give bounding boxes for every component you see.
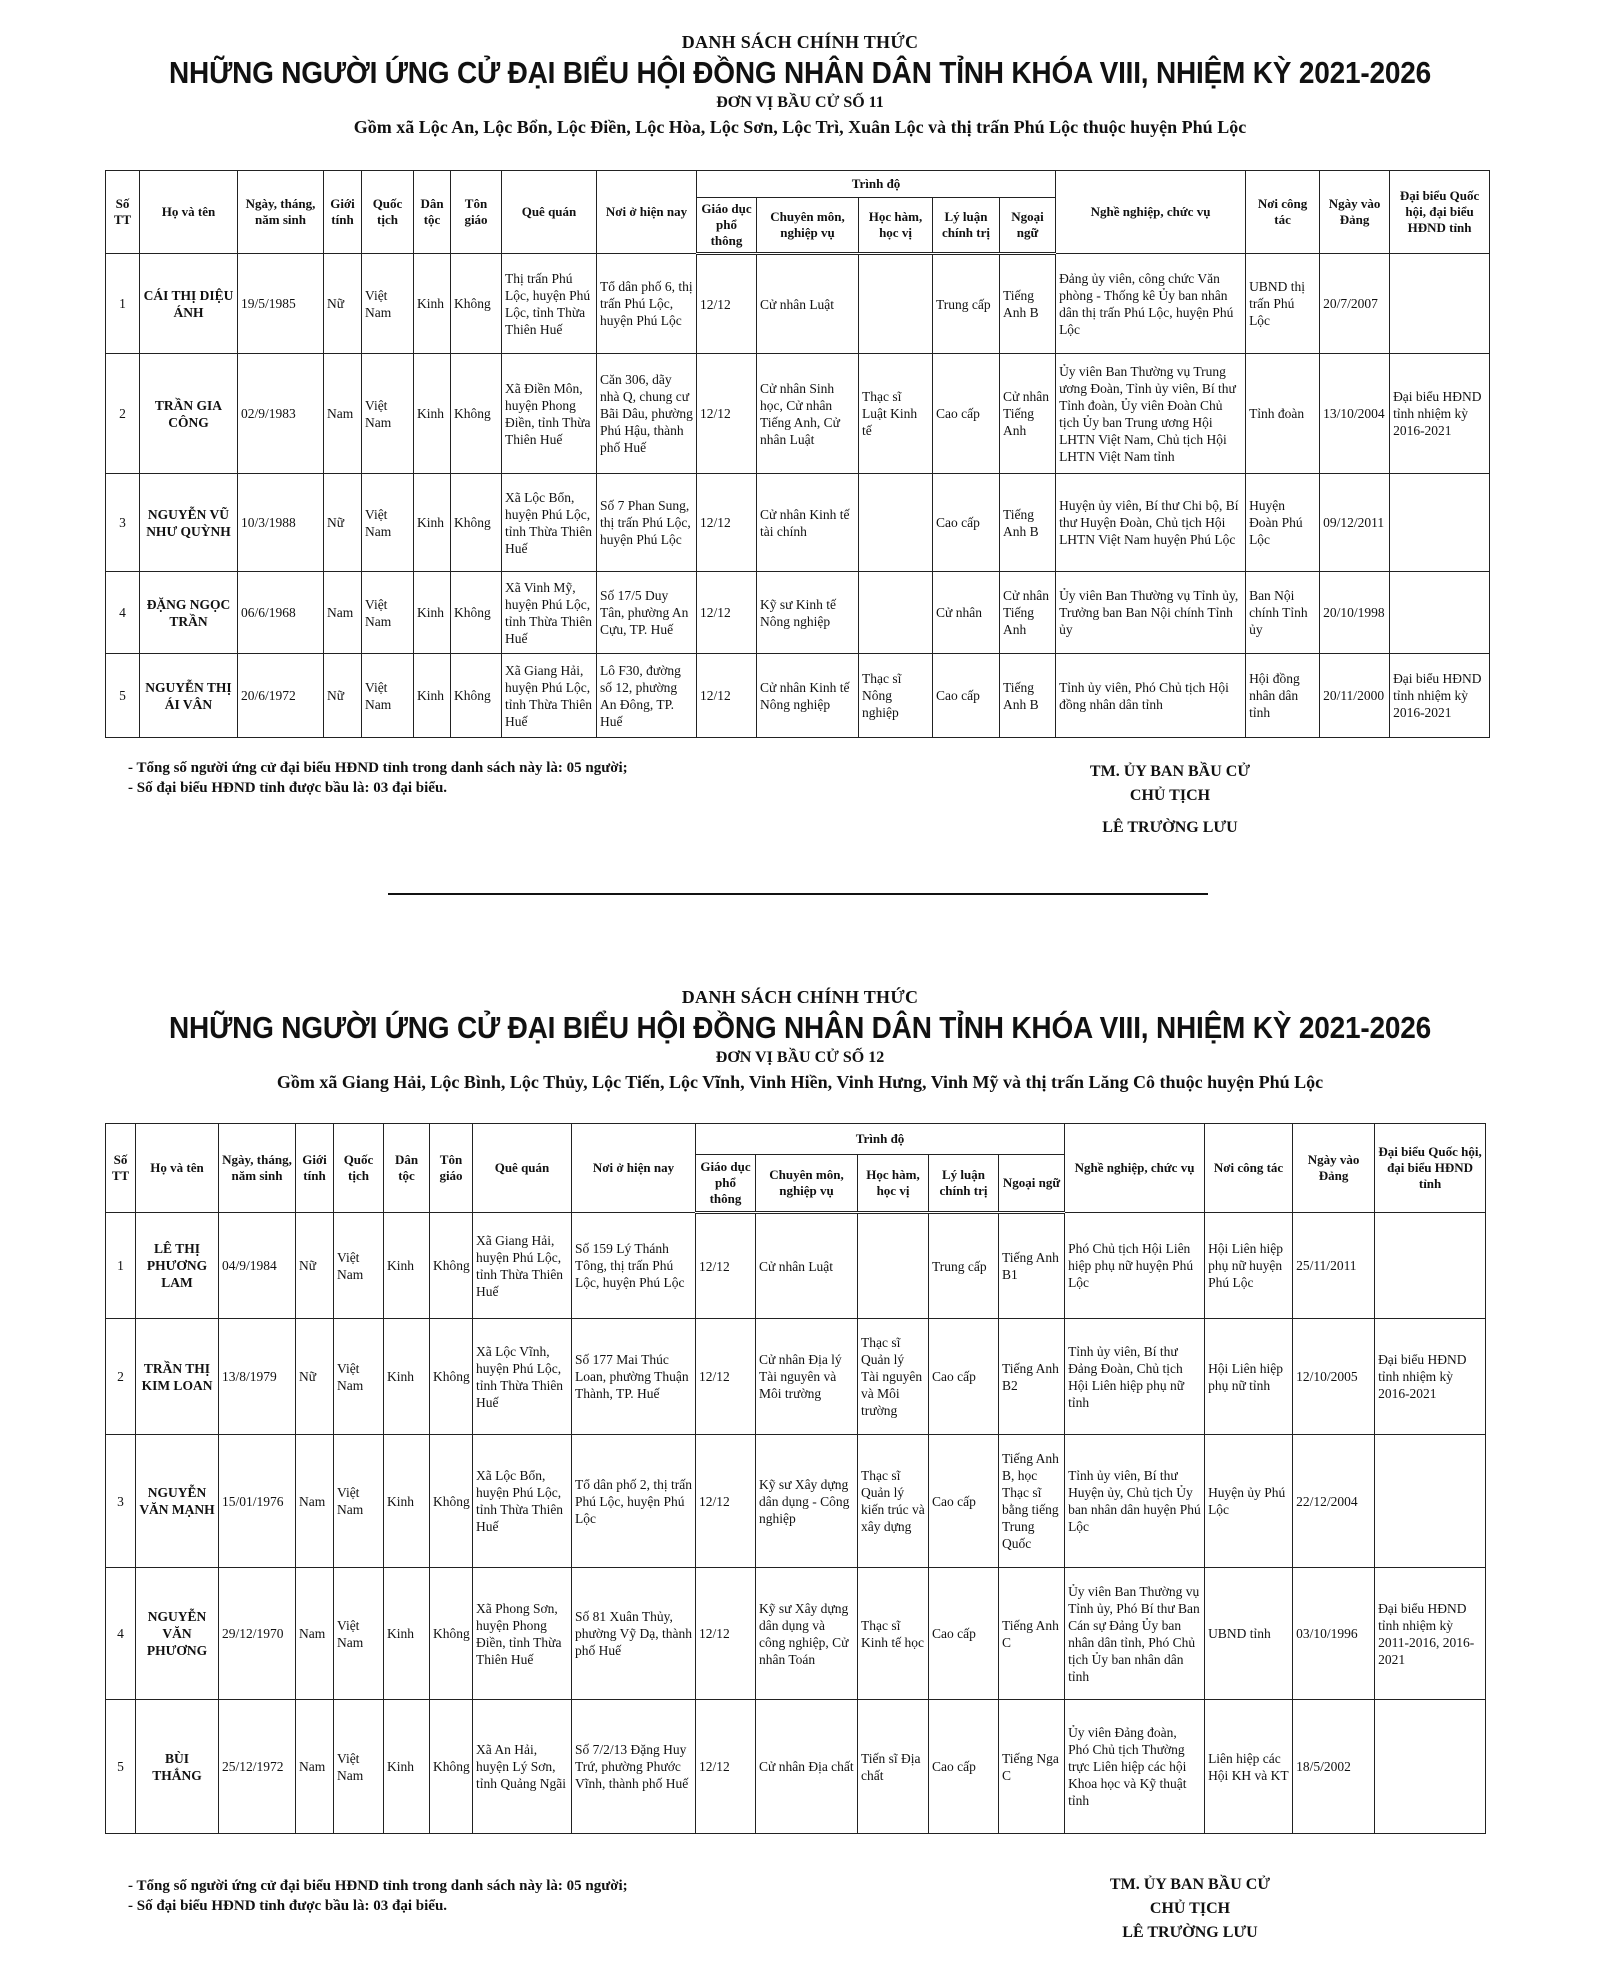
religion-cell: Không xyxy=(430,1568,473,1700)
major-cell: Kỹ sư Kinh tế Nông nghiệp xyxy=(757,572,859,654)
name-cell: TRẦN THỊ KIM LOAN xyxy=(136,1319,219,1435)
header-political: Lý luận chính trị xyxy=(933,198,1000,254)
language-cell: Tiếng Anh B xyxy=(1000,474,1056,572)
job-cell: Phó Chủ tịch Hội Liên hiệp phụ nữ huyện Phú Lộc xyxy=(1065,1213,1205,1319)
hometown-cell: Thị trấn Phú Lộc, huyện Phú Lộc, tỉnh Thừa Thiên Huế xyxy=(502,254,597,354)
header-delegate: Đại biểu Quốc hội, đại biểu HĐND tỉnh xyxy=(1390,171,1490,254)
residence-cell: Số 81 Xuân Thủy, phường Vỹ Dạ, thành phố Huế xyxy=(572,1568,696,1700)
electoral-unit: ĐƠN VỊ BẦU CỬ SỐ 12 xyxy=(715,1049,885,1066)
political-cell: Cử nhân xyxy=(933,572,1000,654)
hometown-cell: Xã Vinh Mỹ, huyện Phú Lộc, tỉnh Thừa Thiên Huế xyxy=(502,572,597,654)
religion-cell: Không xyxy=(451,254,502,354)
nationality-cell: Việt Nam xyxy=(362,474,414,572)
party-date-cell: 20/7/2007 xyxy=(1320,254,1390,354)
list-title: NHỮNG NGƯỜI ỨNG CỬ ĐẠI BIỂU HỘI ĐỒNG NHÂN DÂN TỈNH KHÓA VIII, NHIỆM KỲ 2021-2026 xyxy=(169,55,1431,90)
stt-cell: 3 xyxy=(106,474,140,572)
hometown-cell: Xã An Hải, huyện Lý Sơn, tỉnh Quảng Ngãi xyxy=(473,1700,572,1834)
hometown-cell: Xã Lộc Bổn, huyện Phú Lộc, tỉnh Thừa Thiên Huế xyxy=(502,474,597,572)
political-cell: Cao cấp xyxy=(929,1700,999,1834)
religion-cell: Không xyxy=(451,474,502,572)
header-ethnicity: Dân tộc xyxy=(384,1124,430,1213)
header-education: Giáo dục phổ thông xyxy=(697,198,757,254)
table-row xyxy=(106,354,1490,474)
delegate-cell xyxy=(1375,1435,1486,1568)
header-dob: Ngày, tháng, năm sinh xyxy=(219,1124,296,1213)
delegate-cell xyxy=(1375,1213,1486,1319)
job-cell: Ủy viên Ban Thường vụ Trung ương Đoàn, Tỉnh ủy viên, Bí thư Tỉnh đoàn, Ủy viên Đoàn Chủ tịch Ủy ban Trung ương Hội LHTN Việt Nam, Chủ tịch Hội LHTN Việt Nam tỉnh xyxy=(1056,354,1246,474)
nationality-cell: Việt Nam xyxy=(334,1319,384,1435)
major-cell: Cử nhân Luật xyxy=(756,1213,858,1319)
religion-cell: Không xyxy=(430,1700,473,1834)
stt-cell: 3 xyxy=(106,1435,136,1568)
table-row xyxy=(106,1435,1486,1568)
degree-cell xyxy=(859,254,933,354)
language-cell: Tiếng Anh B xyxy=(1000,654,1056,738)
degree-cell: Thạc sĩ Quản lý kiến trúc và xây dựng xyxy=(858,1435,929,1568)
religion-cell: Không xyxy=(451,572,502,654)
table-row xyxy=(106,1700,1486,1834)
header-workplace: Nơi công tác xyxy=(1205,1124,1293,1213)
sex-cell: Nữ xyxy=(324,254,362,354)
residence-cell: Căn 306, dãy nhà Q, chung cư Bãi Dâu, phường Phú Hậu, thành phố Huế xyxy=(597,354,697,474)
candidate-table xyxy=(105,170,1490,738)
header-name: Họ và tên xyxy=(140,171,238,254)
sex-cell: Nam xyxy=(296,1568,334,1700)
workplace-cell: Hội đồng nhân dân tỉnh xyxy=(1246,654,1320,738)
education-cell: 12/12 xyxy=(697,354,757,474)
political-cell: Trung cấp xyxy=(933,254,1000,354)
education-cell: 12/12 xyxy=(696,1435,756,1568)
name-cell: CÁI THỊ DIỆU ÁNH xyxy=(140,254,238,354)
hometown-cell: Xã Điền Môn, huyện Phong Điền, tỉnh Thừa Thiên Huế xyxy=(502,354,597,474)
sex-cell: Nam xyxy=(296,1435,334,1568)
signature-org: TM. ỦY BAN BẦU CỬ xyxy=(1089,763,1251,780)
name-cell: TRẦN GIA CÔNG xyxy=(140,354,238,474)
language-cell: Tiếng Nga C xyxy=(999,1700,1065,1834)
dob-cell: 25/12/1972 xyxy=(219,1700,296,1834)
workplace-cell: UBND tỉnh xyxy=(1205,1568,1293,1700)
degree-cell: Thạc sĩ Luật Kinh tế xyxy=(859,354,933,474)
degree-cell: Thạc sĩ Kinh tế học xyxy=(858,1568,929,1700)
language-cell: Cử nhân Tiếng Anh xyxy=(1000,572,1056,654)
party-date-cell: 25/11/2011 xyxy=(1293,1213,1375,1319)
major-cell: Cử nhân Kinh tế Nông nghiệp xyxy=(757,654,859,738)
dob-cell: 29/12/1970 xyxy=(219,1568,296,1700)
political-cell: Cao cấp xyxy=(929,1319,999,1435)
job-cell: Tỉnh ủy viên, Bí thư Huyện ủy, Chủ tịch Ủy ban nhân dân huyện Phú Lộc xyxy=(1065,1435,1205,1568)
delegate-cell xyxy=(1390,572,1490,654)
delegate-cell xyxy=(1375,1700,1486,1834)
nationality-cell: Việt Nam xyxy=(334,1700,384,1834)
major-cell: Cử nhân Sinh học, Cử nhân Tiếng Anh, Cử nhân Luật xyxy=(757,354,859,474)
residence-cell: Số 159 Lý Thánh Tông, thị trấn Phú Lộc, huyện Phú Lộc xyxy=(572,1213,696,1319)
ethnicity-cell: Kinh xyxy=(414,254,451,354)
nationality-cell: Việt Nam xyxy=(362,654,414,738)
major-cell: Cử nhân Luật xyxy=(757,254,859,354)
education-cell: 12/12 xyxy=(696,1568,756,1700)
note-elected-seats: - Số đại biểu HĐND tỉnh được bầu là: 03 đại biểu. xyxy=(128,780,448,796)
signature-name: LÊ TRƯỜNG LƯU xyxy=(1102,819,1238,836)
nationality-cell: Việt Nam xyxy=(362,354,414,474)
nationality-cell: Việt Nam xyxy=(334,1435,384,1568)
unit-scope: Gồm xã Giang Hải, Lộc Bình, Lộc Thủy, Lộc Tiến, Lộc Vĩnh, Vinh Hiền, Vinh Hưng, Vinh Mỹ và thị trấn Lăng Cô thuộc huyện Phú Lộc xyxy=(276,1072,1324,1092)
stt-cell: 1 xyxy=(106,254,140,354)
party-date-cell: 09/12/2011 xyxy=(1320,474,1390,572)
job-cell: Tỉnh ủy viên, Bí thư Đảng Đoàn, Chủ tịch Hội Liên hiệp phụ nữ tỉnh xyxy=(1065,1319,1205,1435)
header-ethnicity: Dân tộc xyxy=(414,171,451,254)
party-date-cell: 12/10/2005 xyxy=(1293,1319,1375,1435)
dob-cell: 15/01/1976 xyxy=(219,1435,296,1568)
table-row xyxy=(106,254,1490,354)
name-cell: NGUYỄN THỊ ÁI VÂN xyxy=(140,654,238,738)
summary-notes xyxy=(128,758,628,798)
table-row xyxy=(106,1319,1486,1435)
degree-cell: Thạc sĩ Quản lý Tài nguyên và Môi trường xyxy=(858,1319,929,1435)
dob-cell: 20/6/1972 xyxy=(238,654,324,738)
political-cell: Cao cấp xyxy=(929,1568,999,1700)
residence-cell: Số 177 Mai Thúc Loan, phường Thuận Thành, TP. Huế xyxy=(572,1319,696,1435)
party-date-cell: 03/10/1996 xyxy=(1293,1568,1375,1700)
table-row xyxy=(106,1213,1486,1319)
dob-cell: 10/3/1988 xyxy=(238,474,324,572)
dob-cell: 06/6/1968 xyxy=(238,572,324,654)
name-cell: BÙI THẮNG xyxy=(136,1700,219,1834)
language-cell: Tiếng Anh C xyxy=(999,1568,1065,1700)
stt-cell: 1 xyxy=(106,1213,136,1319)
language-cell: Tiếng Anh B xyxy=(1000,254,1056,354)
party-date-cell: 13/10/2004 xyxy=(1320,354,1390,474)
religion-cell: Không xyxy=(430,1213,473,1319)
education-cell: 12/12 xyxy=(696,1213,756,1319)
language-cell: Cử nhân Tiếng Anh xyxy=(1000,354,1056,474)
candidate-list-unit-11 xyxy=(0,30,1600,836)
note-total-candidates: - Tổng số người ứng cử đại biểu HĐND tỉnh trong danh sách này là: 05 người; xyxy=(128,760,628,776)
workplace-cell: Liên hiệp các Hội KH và KT xyxy=(1205,1700,1293,1834)
candidate-list-unit-12 xyxy=(0,985,1600,1941)
hometown-cell: Xã Lộc Vĩnh, huyện Phú Lộc, tỉnh Thừa Thiên Huế xyxy=(473,1319,572,1435)
ethnicity-cell: Kinh xyxy=(384,1435,430,1568)
header-name: Họ và tên xyxy=(136,1124,219,1213)
workplace-cell: Hội Liên hiệp phụ nữ huyện Phú Lộc xyxy=(1205,1213,1293,1319)
delegate-cell: Đại biểu HĐND tỉnh nhiệm kỳ 2011-2016, 2016-2021 xyxy=(1375,1568,1486,1700)
dob-cell: 13/8/1979 xyxy=(219,1319,296,1435)
party-date-cell: 22/12/2004 xyxy=(1293,1435,1375,1568)
header-degree: Học hàm, học vị xyxy=(858,1155,929,1213)
education-cell: 12/12 xyxy=(697,474,757,572)
header-stt: Số TT xyxy=(106,1124,136,1213)
nationality-cell: Việt Nam xyxy=(362,572,414,654)
residence-cell: Tổ dân phố 6, thị trấn Phú Lộc, huyện Phú Lộc xyxy=(597,254,697,354)
header-party-date: Ngày vào Đảng xyxy=(1320,171,1390,254)
header-job: Nghề nghiệp, chức vụ xyxy=(1065,1124,1205,1213)
religion-cell: Không xyxy=(451,654,502,738)
header-education: Giáo dục phổ thông xyxy=(696,1155,756,1213)
political-cell: Cao cấp xyxy=(933,654,1000,738)
header-major: Chuyên môn, nghiệp vụ xyxy=(757,198,859,254)
residence-cell: Số 7 Phan Sung, thị trấn Phú Lộc, huyện Phú Lộc xyxy=(597,474,697,572)
name-cell: ĐẶNG NGỌC TRẦN xyxy=(140,572,238,654)
hometown-cell: Xã Giang Hải, huyện Phú Lộc, tỉnh Thừa Thiên Huế xyxy=(502,654,597,738)
header-sex: Giới tính xyxy=(296,1124,334,1213)
stt-cell: 5 xyxy=(106,1700,136,1834)
job-cell: Huyện ủy viên, Bí thư Chi bộ, Bí thư Huyện Đoàn, Chủ tịch Hội LHTN Việt Nam huyện Phú Lộc xyxy=(1056,474,1246,572)
major-cell: Cử nhân Địa lý Tài nguyên và Môi trường xyxy=(756,1319,858,1435)
job-cell: Ủy viên Đảng đoàn, Phó Chủ tịch Thường trực Liên hiệp các hội Khoa học và Kỹ thuật tỉnh xyxy=(1065,1700,1205,1834)
delegate-cell: Đại biểu HĐND tỉnh nhiệm kỳ 2016-2021 xyxy=(1375,1319,1486,1435)
header-party-date: Ngày vào Đảng xyxy=(1293,1124,1375,1213)
section-divider xyxy=(388,893,1208,895)
list-label: DANH SÁCH CHÍNH THỨC xyxy=(681,987,919,1007)
table-row xyxy=(106,1568,1486,1700)
hometown-cell: Xã Lộc Bổn, huyện Phú Lộc, tỉnh Thừa Thiên Huế xyxy=(473,1435,572,1568)
header-language: Ngoại ngữ xyxy=(999,1155,1065,1213)
stt-cell: 5 xyxy=(106,654,140,738)
stt-cell: 4 xyxy=(106,572,140,654)
header-sex: Giới tính xyxy=(324,171,362,254)
education-cell: 12/12 xyxy=(696,1319,756,1435)
workplace-cell: Hội Liên hiệp phụ nữ tỉnh xyxy=(1205,1319,1293,1435)
education-cell: 12/12 xyxy=(697,572,757,654)
nationality-cell: Việt Nam xyxy=(334,1213,384,1319)
ethnicity-cell: Kinh xyxy=(384,1319,430,1435)
unit-scope: Gồm xã Lộc An, Lộc Bổn, Lộc Điền, Lộc Hòa, Lộc Sơn, Lộc Trì, Xuân Lộc và thị trấn Phú Lộc thuộc huyện Phú Lộc xyxy=(353,117,1247,137)
education-cell: 12/12 xyxy=(697,654,757,738)
degree-cell xyxy=(859,474,933,572)
signature-title: CHỦ TỊCH xyxy=(1129,787,1211,804)
header-residence: Nơi ở hiện nay xyxy=(572,1124,696,1213)
stt-cell: 2 xyxy=(106,1319,136,1435)
ethnicity-cell: Kinh xyxy=(414,654,451,738)
political-cell: Cao cấp xyxy=(933,474,1000,572)
ethnicity-cell: Kinh xyxy=(414,474,451,572)
language-cell: Tiếng Anh B1 xyxy=(999,1213,1065,1319)
ethnicity-cell: Kinh xyxy=(414,354,451,474)
name-cell: NGUYỄN VĂN PHƯƠNG xyxy=(136,1568,219,1700)
header-job: Nghề nghiệp, chức vụ xyxy=(1056,171,1246,254)
job-cell: Đảng ủy viên, công chức Văn phòng - Thống kê Ủy ban nhân dân thị trấn Phú Lộc, huyện Phú Lộc xyxy=(1056,254,1246,354)
delegate-cell: Đại biểu HĐND tỉnh nhiệm kỳ 2016-2021 xyxy=(1390,654,1490,738)
workplace-cell: Ban Nội chính Tỉnh ủy xyxy=(1246,572,1320,654)
name-cell: NGUYỄN VĂN MẠNH xyxy=(136,1435,219,1568)
name-cell: NGUYỄN VŨ NHƯ QUỲNH xyxy=(140,474,238,572)
header-major: Chuyên môn, nghiệp vụ xyxy=(756,1155,858,1213)
sex-cell: Nam xyxy=(296,1700,334,1834)
party-date-cell: 20/10/1998 xyxy=(1320,572,1390,654)
ethnicity-cell: Kinh xyxy=(414,572,451,654)
delegate-cell: Đại biểu HĐND tỉnh nhiệm kỳ 2016-2021 xyxy=(1390,354,1490,474)
stt-cell: 4 xyxy=(106,1568,136,1700)
note-elected-seats: - Số đại biểu HĐND tỉnh được bầu là: 03 đại biểu. xyxy=(128,1898,448,1914)
residence-cell: Lô F30, đường số 12, phường An Đông, TP. Huế xyxy=(597,654,697,738)
major-cell: Kỹ sư Xây dựng dân dụng - Công nghiệp xyxy=(756,1435,858,1568)
education-cell: 12/12 xyxy=(697,254,757,354)
stt-cell: 2 xyxy=(106,354,140,474)
name-cell: LÊ THỊ PHƯƠNG LAM xyxy=(136,1213,219,1319)
header-qualifications: Trình độ xyxy=(697,171,1056,198)
sex-cell: Nữ xyxy=(324,654,362,738)
signature-name: LÊ TRƯỜNG LƯU xyxy=(1122,1924,1258,1941)
list-label: DANH SÁCH CHÍNH THỨC xyxy=(681,32,919,52)
workplace-cell: Tỉnh đoàn xyxy=(1246,354,1320,474)
electoral-unit: ĐƠN VỊ BẦU CỬ SỐ 11 xyxy=(716,94,884,111)
hometown-cell: Xã Phong Sơn, huyện Phong Điền, tỉnh Thừa Thiên Huế xyxy=(473,1568,572,1700)
table-row xyxy=(106,572,1490,654)
ethnicity-cell: Kinh xyxy=(384,1213,430,1319)
delegate-cell xyxy=(1390,254,1490,354)
sex-cell: Nam xyxy=(324,572,362,654)
religion-cell: Không xyxy=(451,354,502,474)
summary-notes xyxy=(128,1876,628,1916)
header-religion: Tôn giáo xyxy=(451,171,502,254)
signature-org: TM. ỦY BAN BẦU CỬ xyxy=(1109,1876,1271,1893)
residence-cell: Số 17/5 Duy Tân, phường An Cựu, TP. Huế xyxy=(597,572,697,654)
religion-cell: Không xyxy=(430,1435,473,1568)
degree-cell: Thạc sĩ Nông nghiệp xyxy=(859,654,933,738)
header-residence: Nơi ở hiện nay xyxy=(597,171,697,254)
delegate-cell xyxy=(1390,474,1490,572)
note-total-candidates: - Tổng số người ứng cử đại biểu HĐND tỉnh trong danh sách này là: 05 người; xyxy=(128,1878,628,1894)
header-hometown: Quê quán xyxy=(473,1124,572,1213)
signature-block xyxy=(1030,760,1310,840)
language-cell: Tiếng Anh B2 xyxy=(999,1319,1065,1435)
list-title: NHỮNG NGƯỜI ỨNG CỬ ĐẠI BIỂU HỘI ĐỒNG NHÂN DÂN TỈNH KHÓA VIII, NHIỆM KỲ 2021-2026 xyxy=(169,1010,1431,1045)
education-cell: 12/12 xyxy=(696,1700,756,1834)
degree-cell xyxy=(859,572,933,654)
degree-cell: Tiến sĩ Địa chất xyxy=(858,1700,929,1834)
dob-cell: 19/5/1985 xyxy=(238,254,324,354)
language-cell: Tiếng Anh B, học Thạc sĩ bằng tiếng Trung Quốc xyxy=(999,1435,1065,1568)
ethnicity-cell: Kinh xyxy=(384,1700,430,1834)
header-hometown: Quê quán xyxy=(502,171,597,254)
workplace-cell: Huyện Đoàn Phú Lộc xyxy=(1246,474,1320,572)
job-cell: Tỉnh ủy viên, Phó Chủ tịch Hội đồng nhân dân tỉnh xyxy=(1056,654,1246,738)
nationality-cell: Việt Nam xyxy=(334,1568,384,1700)
signature-title: CHỦ TỊCH xyxy=(1149,1900,1231,1917)
political-cell: Cao cấp xyxy=(929,1435,999,1568)
header-political: Lý luận chính trị xyxy=(929,1155,999,1213)
table-row xyxy=(106,474,1490,572)
religion-cell: Không xyxy=(430,1319,473,1435)
header-degree: Học hàm, học vị xyxy=(859,198,933,254)
political-cell: Cao cấp xyxy=(933,354,1000,474)
table-row xyxy=(106,654,1490,738)
header-religion: Tôn giáo xyxy=(430,1124,473,1213)
sex-cell: Nữ xyxy=(296,1213,334,1319)
dob-cell: 04/9/1984 xyxy=(219,1213,296,1319)
residence-cell: Tổ dân phố 2, thị trấn Phú Lộc, huyện Phú Lộc xyxy=(572,1435,696,1568)
header-stt: Số TT xyxy=(106,171,140,254)
sex-cell: Nam xyxy=(324,354,362,474)
header-delegate: Đại biểu Quốc hội, đại biểu HĐND tỉnh xyxy=(1375,1124,1486,1213)
party-date-cell: 18/5/2002 xyxy=(1293,1700,1375,1834)
signature-block xyxy=(1050,1873,1330,1945)
major-cell: Kỹ sư Xây dựng dân dụng và công nghiệp, Cử nhân Toán xyxy=(756,1568,858,1700)
nationality-cell: Việt Nam xyxy=(362,254,414,354)
dob-cell: 02/9/1983 xyxy=(238,354,324,474)
candidate-table xyxy=(105,1123,1486,1834)
sex-cell: Nữ xyxy=(296,1319,334,1435)
hometown-cell: Xã Giang Hải, huyện Phú Lộc, tỉnh Thừa Thiên Huế xyxy=(473,1213,572,1319)
header-nationality: Quốc tịch xyxy=(334,1124,384,1213)
header-dob: Ngày, tháng, năm sinh xyxy=(238,171,324,254)
residence-cell: Số 7/2/13 Đặng Huy Trứ, phường Phước Vĩnh, thành phố Huế xyxy=(572,1700,696,1834)
major-cell: Cử nhân Kinh tế tài chính xyxy=(757,474,859,572)
header-nationality: Quốc tịch xyxy=(362,171,414,254)
workplace-cell: Huyện ủy Phú Lộc xyxy=(1205,1435,1293,1568)
party-date-cell: 20/11/2000 xyxy=(1320,654,1390,738)
header-workplace: Nơi công tác xyxy=(1246,171,1320,254)
political-cell: Trung cấp xyxy=(929,1213,999,1319)
header-language: Ngoại ngữ xyxy=(1000,198,1056,254)
degree-cell xyxy=(858,1213,929,1319)
sex-cell: Nữ xyxy=(324,474,362,572)
ethnicity-cell: Kinh xyxy=(384,1568,430,1700)
major-cell: Cử nhân Địa chất xyxy=(756,1700,858,1834)
job-cell: Ủy viên Ban Thường vụ Tỉnh ủy, Phó Bí thư Ban Cán sự Đảng Ủy ban nhân dân tỉnh, Phó Chủ tịch Ủy ban nhân dân tỉnh xyxy=(1065,1568,1205,1700)
job-cell: Ủy viên Ban Thường vụ Tỉnh ủy, Trưởng ban Ban Nội chính Tỉnh ủy xyxy=(1056,572,1246,654)
workplace-cell: UBND thị trấn Phú Lộc xyxy=(1246,254,1320,354)
header-qualifications: Trình độ xyxy=(696,1124,1065,1155)
